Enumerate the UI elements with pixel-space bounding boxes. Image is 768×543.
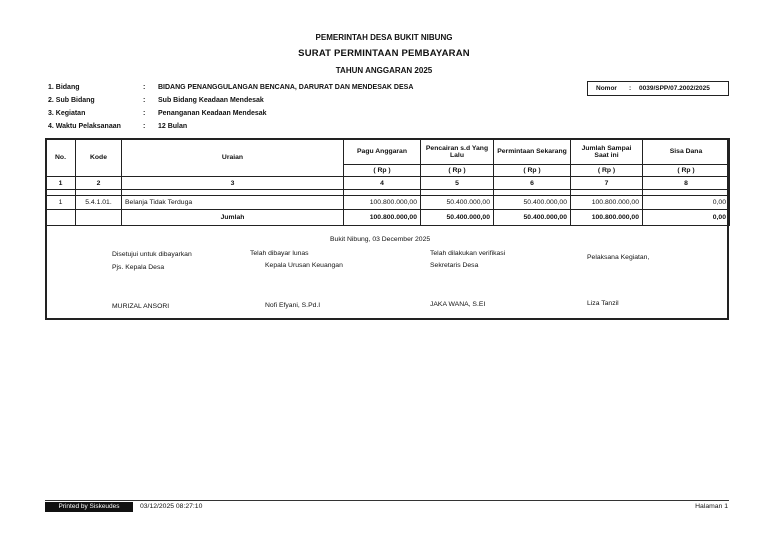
- col-number: 3: [122, 177, 344, 190]
- row-jumlah: 100.800.000,00: [571, 196, 643, 210]
- col-number: 5: [421, 177, 494, 190]
- header-pagu: Pagu Anggaran: [344, 139, 421, 165]
- place-date: Bukit Nibung, 03 December 2025: [330, 236, 431, 243]
- unit-rp: ( Rp ): [421, 165, 494, 177]
- table-row: [46, 196, 730, 210]
- total-jumlah: 100.800.000,00: [571, 210, 643, 226]
- bidang-label: 1. Bidang: [48, 84, 80, 91]
- total-pagu: 100.800.000,00: [344, 210, 421, 226]
- unit-rp: ( Rp ): [571, 165, 643, 177]
- colon: :: [143, 110, 146, 117]
- row-permintaan: 50.400.000,00: [494, 196, 571, 210]
- footer-divider: [45, 500, 729, 501]
- row-uraian: Belanja Tidak Terduga: [122, 196, 344, 210]
- sub-bidang-label: 2. Sub Bidang: [48, 97, 95, 104]
- fiscal-year-title: TAHUN ANGGARAN 2025: [335, 66, 433, 75]
- bidang-value: BIDANG PENANGGULANGAN BENCANA, DARURAT DAN MENDESAK DESA: [158, 84, 414, 91]
- colon: :: [143, 123, 146, 130]
- colon: :: [143, 84, 146, 91]
- nomor-label: Nomor: [596, 85, 617, 92]
- finance-position: Kepala Urusan Keuangan: [265, 262, 343, 269]
- approver-name: MURIZAL ANSORI: [112, 303, 170, 310]
- row-kode: 5.4.1.01.: [76, 196, 122, 210]
- nomor-value: 0039/SPP/07.2002/2025: [639, 85, 710, 92]
- total-label: Jumlah: [122, 210, 344, 226]
- row-pencairan: 50.400.000,00: [421, 196, 494, 210]
- kegiatan-label: 3. Kegiatan: [48, 110, 86, 117]
- table-column-number-row: [46, 177, 730, 190]
- col-number: 7: [571, 177, 643, 190]
- unit-rp: ( Rp ): [494, 165, 571, 177]
- header-uraian: Uraian: [122, 139, 344, 177]
- header-sisa: Sisa Dana: [643, 139, 730, 165]
- header-no: No.: [46, 139, 76, 177]
- col-number: 1: [46, 177, 76, 190]
- total-sisa: 0,00: [643, 210, 730, 226]
- waktu-value: 12 Bulan: [158, 123, 188, 130]
- verification-text: Telah dilakukan verifikasi: [430, 250, 506, 257]
- row-sisa: 0,00: [643, 196, 730, 210]
- header-permintaan: Permintaan Sekarang: [494, 139, 571, 165]
- header-pencairan: Pencairan s.d Yang Lalu: [421, 139, 494, 165]
- document-title: SURAT PERMINTAAN PEMBAYARAN: [298, 48, 470, 59]
- payment-table: [45, 138, 730, 226]
- total-permintaan: 50.400.000,00: [494, 210, 571, 226]
- col-number: 8: [643, 177, 730, 190]
- nomor-colon: :: [629, 85, 632, 92]
- col-number: 6: [494, 177, 571, 190]
- government-title: PEMERINTAH DESA BUKIT NIBUNG: [315, 33, 453, 42]
- header-kode: Kode: [76, 139, 122, 177]
- secretary-position: Sekretaris Desa: [430, 262, 479, 269]
- col-number: 4: [344, 177, 421, 190]
- table-header-row: [46, 139, 730, 165]
- table-total-row: [46, 210, 730, 226]
- approver-position: Pjs. Kepala Desa: [112, 264, 165, 271]
- secretary-name: JAKA WANA, S.EI: [430, 301, 486, 308]
- nomor-box: [587, 81, 729, 96]
- header-jumlah: Jumlah Sampai Saat ini: [571, 139, 643, 165]
- kegiatan-value: Penanganan Keadaan Mendesak: [158, 110, 267, 117]
- col-number: 2: [76, 177, 122, 190]
- finance-name: Nofi Efyani, S.Pd.I: [265, 302, 321, 309]
- total-pencairan: 50.400.000,00: [421, 210, 494, 226]
- executor-name: Liza Tanzil: [587, 300, 619, 307]
- waktu-label: 4. Waktu Pelaksanaan: [48, 123, 121, 130]
- printed-timestamp: 03/12/2025 08:27:10: [140, 503, 203, 510]
- unit-rp: ( Rp ): [344, 165, 421, 177]
- colon: :: [143, 97, 146, 104]
- unit-rp: ( Rp ): [643, 165, 730, 177]
- row-no: 1: [46, 196, 76, 210]
- row-pagu: 100.800.000,00: [344, 196, 421, 210]
- approval-text: Disetujui untuk dibayarkan: [112, 251, 192, 258]
- page-number: Halaman 1: [695, 503, 728, 510]
- paid-text: Telah dibayar lunas: [250, 250, 309, 257]
- sub-bidang-value: Sub Bidang Keadaan Mendesak: [158, 97, 264, 104]
- executor-position: Pelaksana Kegiatan,: [587, 254, 650, 261]
- printed-by-badge: Printed by Siskeudes: [45, 502, 133, 512]
